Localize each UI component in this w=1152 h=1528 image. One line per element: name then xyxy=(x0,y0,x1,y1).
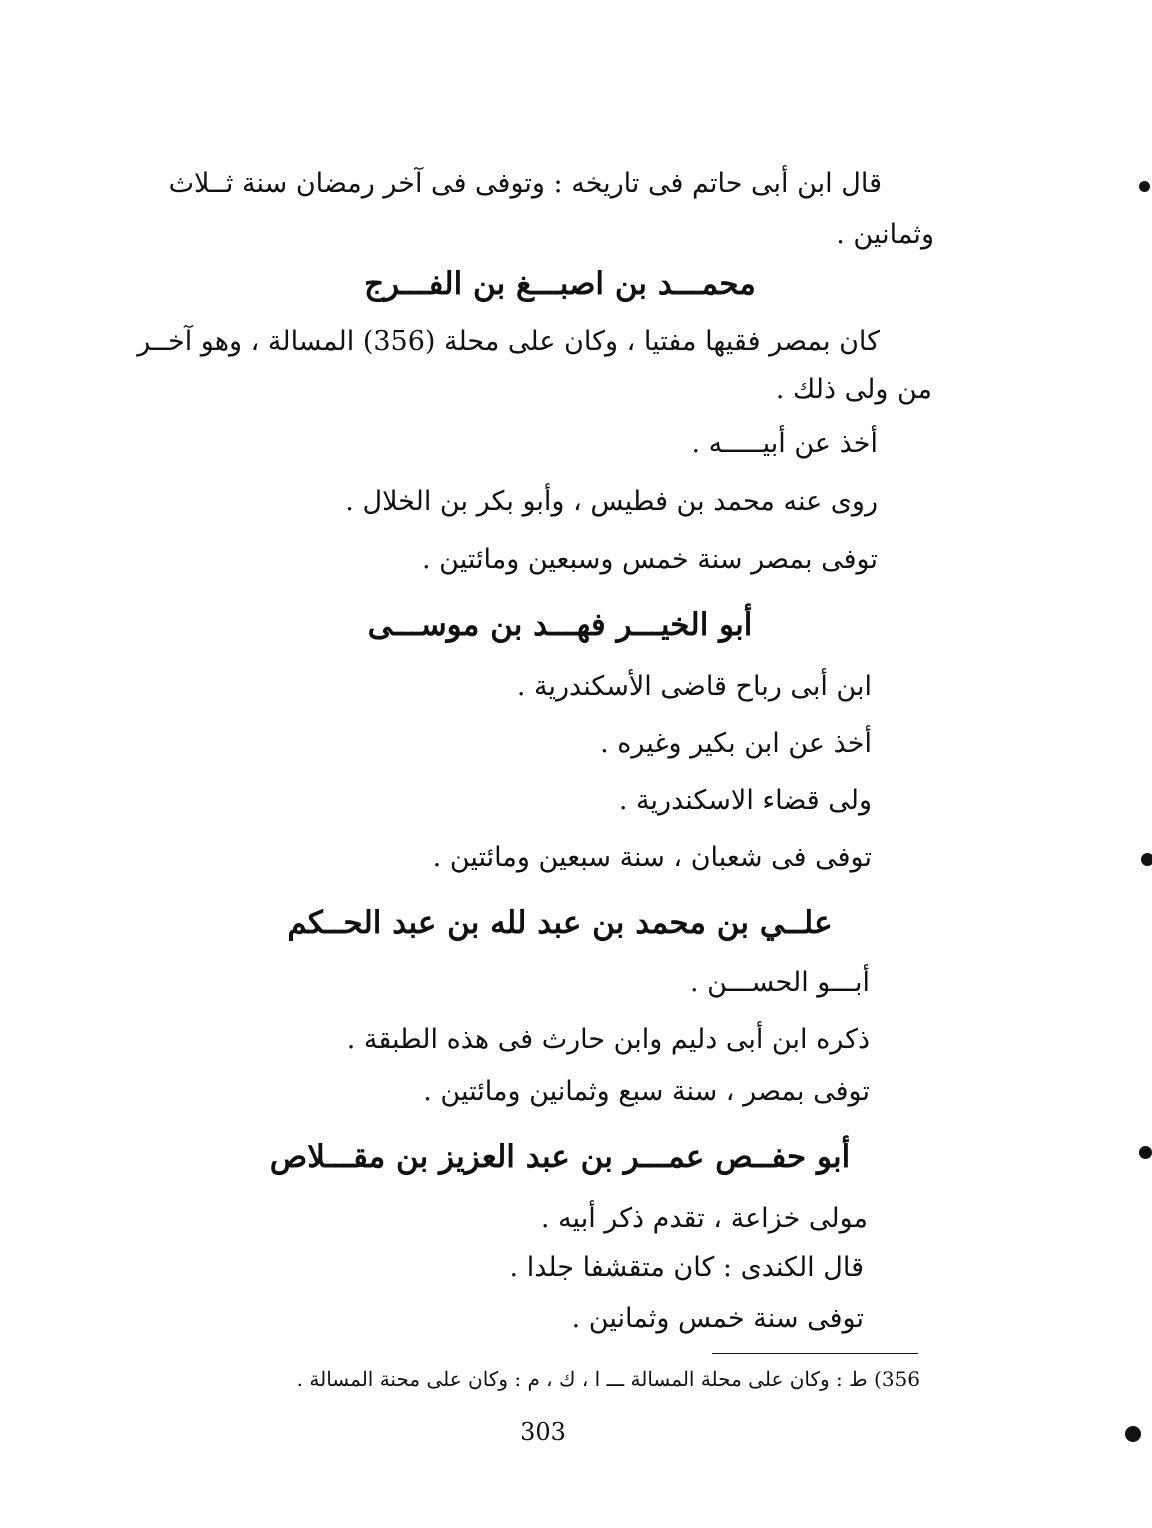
entry-3-line-3: توفى بمصر ، سنة سبع وثمانين ومائتين . xyxy=(423,1076,870,1107)
entry-2-line-1: ابن أبى رباح قاضى الأسكندرية . xyxy=(516,671,872,702)
scan-dot-4 xyxy=(1125,1426,1141,1442)
entry-1-line-3: أخذ عن أبيـــــه . xyxy=(691,428,878,459)
scan-dot-1 xyxy=(1139,181,1150,192)
entry-4-line-2: قال الكندى : كان متقشفا جلدا . xyxy=(509,1252,864,1283)
entry-heading-4: أبو حفــص عمـــر بن عبد العزيز بن مقـــلاص xyxy=(269,1139,851,1175)
entry-4-line-3: توفى سنة خمس وثمانين . xyxy=(571,1303,864,1334)
scan-dot-2 xyxy=(1141,853,1152,866)
entry-3-line-2: ذكره ابن أبى دليم وابن حارث فى هذه الطبقة . xyxy=(346,1024,870,1055)
entry-2-line-3: ولى قضاء الاسكندرية . xyxy=(618,785,872,816)
entry-1-line-1: كان بمصر فقيها مفتيا ، وكان على محلة (356) المسالة ، وهو آخــر xyxy=(137,326,880,357)
entry-1-line-4: روى عنه محمد بن فطيس ، وأبو بكر بن الخلال . xyxy=(345,486,878,517)
entry-4-line-1: مولى خزاعة ، تقدم ذكر أبيه . xyxy=(540,1203,868,1234)
intro-line-1: قال ابن أبى حاتم فى تاريخه : وتوفى فى آخر رمضان سنة ثــلاث xyxy=(168,168,882,199)
intro-line-2: وثمانين . xyxy=(836,219,934,250)
entry-2-line-2: أخذ عن ابن بكير وغيره . xyxy=(600,728,872,759)
entry-heading-3: علــي بن محمد بن عبد لله بن عبد الحــكم xyxy=(287,905,833,941)
footnote: 356) ط : وكان على محلة المسالة ـــ ا ، ك ، م : وكان على محنة المسالة . xyxy=(296,1367,920,1391)
entry-3-line-1: أبـــو الحســـن . xyxy=(690,967,870,998)
footnote-rule xyxy=(712,1353,918,1354)
entry-1-line-5: توفى بمصر سنة خمس وسبعين ومائتين . xyxy=(422,544,878,575)
page-number: 303 xyxy=(520,1418,566,1446)
entry-heading-1: محمـــد بن اصبـــغ بن الفـــرج xyxy=(364,266,756,302)
entry-heading-2: أبو الخيـــر فهـــد بن موســـى xyxy=(367,607,753,643)
scan-dot-3 xyxy=(1139,1146,1152,1159)
entry-2-line-4: توفى فى شعبان ، سنة سبعين ومائتين . xyxy=(432,842,872,873)
entry-1-line-2: من ولى ذلك . xyxy=(775,374,932,405)
